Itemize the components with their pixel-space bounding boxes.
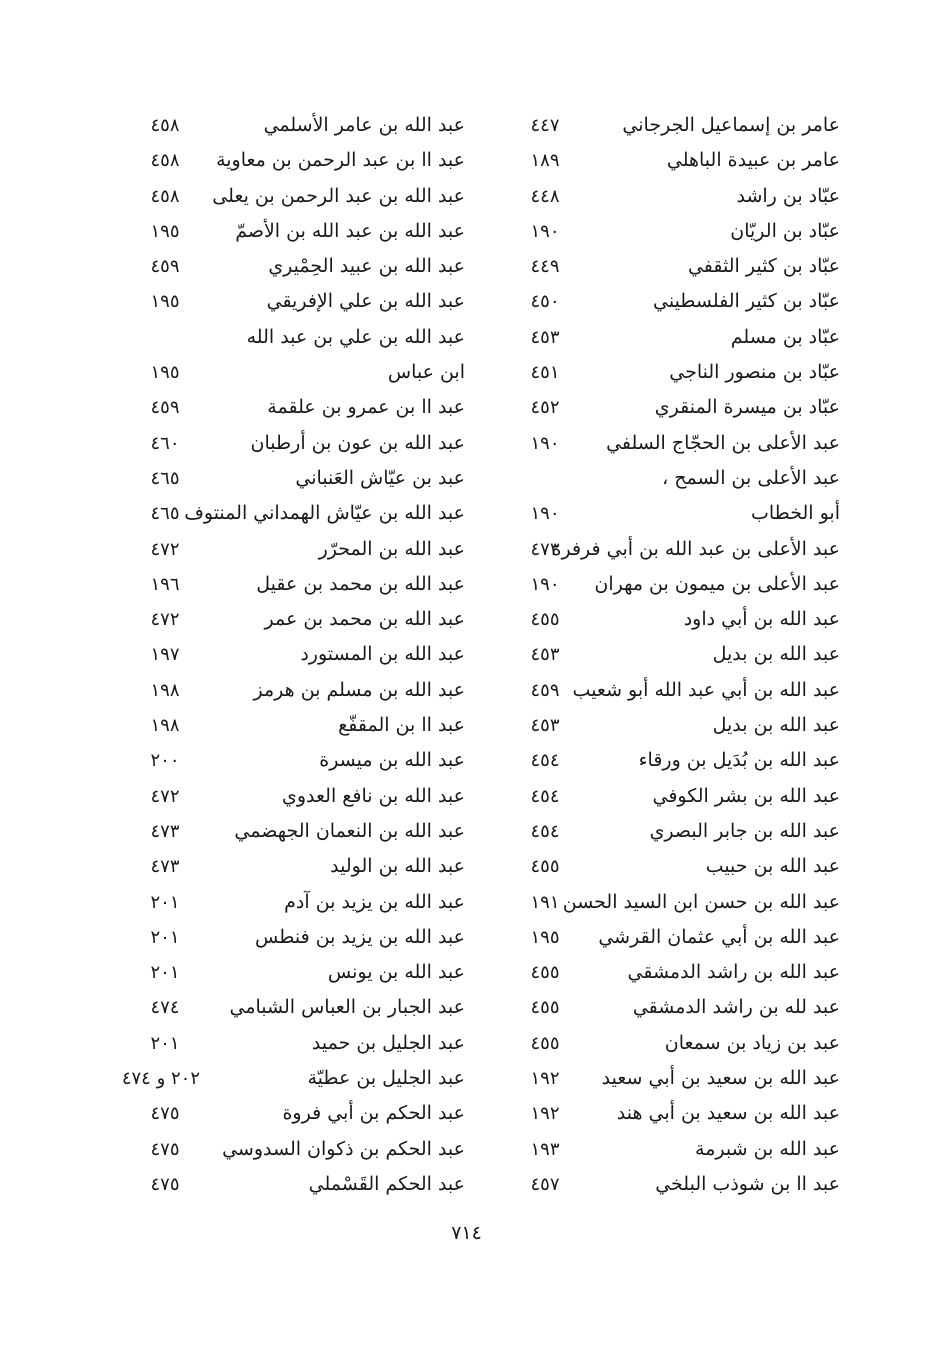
index-entry xyxy=(510,990,840,1025)
index-entry xyxy=(510,390,840,425)
entry-pages: ١٩٨ xyxy=(150,715,180,737)
page-number: ٧١٤ xyxy=(451,1222,482,1244)
entry-pages: ٤٧٥ xyxy=(150,1173,180,1195)
entry-pages: ٤٧٥ xyxy=(150,1138,180,1160)
index-entry xyxy=(130,920,465,955)
entry-pages: ٤٦٥ xyxy=(150,503,180,525)
entry-pages: ٤٥٩ xyxy=(150,397,180,419)
entry-pages: ١٩٢ xyxy=(530,1103,560,1125)
entry-name: عبد الأعلى بن ميمون بن مهران xyxy=(594,572,840,595)
index-entry xyxy=(130,461,465,496)
index-column-right xyxy=(510,108,840,1202)
entry-name: عبد الله بن حسن ابن السيد الحسن xyxy=(562,890,840,913)
entry-pages: ٤٧٢ xyxy=(150,785,180,807)
entry-name: عبّاد بن راشد xyxy=(736,184,840,207)
entry-name: عبد الله بن عامر الأسلمي xyxy=(263,114,465,136)
entry-name: عبّاد بن مسلم xyxy=(730,325,840,348)
index-entry xyxy=(130,814,465,849)
entry-name: عبد اا بن المقفّع xyxy=(338,714,465,737)
index-entry xyxy=(510,143,840,178)
entry-pages: ٤٥٣ xyxy=(530,715,560,737)
entry-name: عبد الله بن بديل xyxy=(712,643,840,666)
entry-pages: ٤٦٥ xyxy=(150,467,180,489)
entry-name: عبد الله بن بديل xyxy=(712,714,840,737)
entry-name: عبد الله بن علي بن عبد الله xyxy=(246,325,465,348)
entry-name: عبد الله بن عبد الرحمن بن يعلى xyxy=(212,184,465,207)
entry-name: عبد الله بن المحرّر xyxy=(318,537,465,560)
index-entry xyxy=(130,284,465,319)
index-entry xyxy=(510,885,840,920)
index-entry xyxy=(510,1026,840,1061)
entry-pages: ١٩٠ xyxy=(530,432,560,454)
entry-name: عبد اا بن عمرو بن علقمة xyxy=(267,396,465,419)
entry-pages: ٤٤٩ xyxy=(530,256,560,278)
index-entry xyxy=(130,885,465,920)
entry-name: عبّاد بن كثير الفلسطيني xyxy=(653,290,840,313)
index-entry xyxy=(130,355,465,390)
index-entry xyxy=(510,284,840,319)
index-entry xyxy=(510,637,840,672)
entry-pages: ٤٥٥ xyxy=(530,1032,560,1054)
entry-pages: ١٨٩ xyxy=(530,150,560,172)
entry-name: عبد الله بن ميسرة xyxy=(319,749,465,772)
index-entry xyxy=(510,920,840,955)
entry-name: عبد الله بن يزيد بن فنطس xyxy=(255,925,465,948)
entry-name: عبد بن عيّاش العَنباني xyxy=(295,466,465,489)
entry-name: عبد الله بن المستورد xyxy=(300,643,465,666)
index-entry xyxy=(130,1026,465,1061)
entry-pages: ٤٤٨ xyxy=(530,185,560,207)
entry-pages: ٤٥٧ xyxy=(530,1173,560,1195)
index-entry xyxy=(130,532,465,567)
entry-name: عبد الله بن حبيب xyxy=(705,855,840,878)
entry-name: ابن عباس xyxy=(387,361,465,384)
entry-pages: ٢٠٠ xyxy=(150,750,180,772)
entry-name: عبد الحكم بن ذكوان السدوسي xyxy=(222,1137,465,1160)
entry-pages: ٤٥٥ xyxy=(530,962,560,984)
index-entry xyxy=(130,673,465,708)
entry-pages: ٤٥٩ xyxy=(530,679,560,701)
entry-pages: ٤٥٨ xyxy=(150,150,180,172)
index-entry xyxy=(510,179,840,214)
entry-name: عبد الأعلى بن الحجّاج السلفي xyxy=(606,431,840,454)
index-entry xyxy=(130,955,465,990)
entry-pages: ١٩٠ xyxy=(530,220,560,242)
entry-name: عبّاد بن ميسرة المنقري xyxy=(654,396,840,419)
index-entry xyxy=(130,214,465,249)
entry-pages: ٤٥٠ xyxy=(530,291,560,313)
entry-pages: ١٩٦ xyxy=(150,573,180,595)
entry-name: عبد اا بن شوذب البلخي xyxy=(655,1172,840,1195)
index-entry xyxy=(510,355,840,390)
entry-name: عبد الجليل بن حميد xyxy=(311,1031,465,1054)
entry-name: عبد الله بن مسلم بن هرمز xyxy=(253,678,465,701)
entry-pages: ١٩٨ xyxy=(150,679,180,701)
entry-name: أبو الخطاب xyxy=(750,502,840,525)
entry-name: عبد الله بن أبي داود xyxy=(683,608,840,631)
index-entry xyxy=(510,849,840,884)
entry-pages: ١٩٠ xyxy=(530,503,560,525)
index-entry xyxy=(510,1132,840,1167)
entry-pages: ٤٧٣ xyxy=(150,820,180,842)
index-entry xyxy=(510,673,840,708)
index-entry xyxy=(130,1096,465,1131)
entry-name: عبد بن زياد بن سمعان xyxy=(664,1031,840,1054)
entry-pages: ١٩٢ xyxy=(530,1068,560,1090)
index-entry xyxy=(510,779,840,814)
entry-name: عبد الله بن يونس xyxy=(327,961,465,984)
entry-pages: ٤٥٤ xyxy=(530,785,560,807)
entry-name: عبد الله بن أبي عبد الله أبو شعيب xyxy=(572,678,840,701)
index-entry xyxy=(130,849,465,884)
entry-pages: ٤٥٥ xyxy=(530,609,560,631)
entry-name: عبد الله بن علي الإفريقي xyxy=(266,290,465,313)
entry-name: عبد الله بن محمد بن عمر xyxy=(264,608,465,631)
entry-name: عبد الله بن نافع العدوي xyxy=(281,784,465,807)
entry-name: عبد الحكم بن أبي فروة xyxy=(282,1102,465,1125)
entry-pages: ٤٥٣ xyxy=(530,326,560,348)
index-entry xyxy=(130,1167,465,1202)
index-entry xyxy=(130,708,465,743)
entry-name: عبد الله بن بشر الكوفي xyxy=(652,784,840,807)
entry-pages: ٢٠١ xyxy=(150,962,180,984)
entry-pages: ٤٥١ xyxy=(530,362,560,384)
entry-name: عبد الله بن راشد الدمشقي xyxy=(627,961,840,984)
entry-name: عبد الله بن عبد الله بن الأصمّ xyxy=(235,219,465,242)
entry-pages: ٢٠١ xyxy=(150,891,180,913)
index-entry xyxy=(510,461,840,496)
entry-pages: ١٩٥ xyxy=(150,291,180,313)
index-entry xyxy=(130,426,465,461)
entry-name: عبد الله بن النعمان الجهضمي xyxy=(234,819,465,842)
index-entry xyxy=(130,108,465,143)
index-entry xyxy=(130,602,465,637)
entry-pages: ٤٧٢ xyxy=(150,538,180,560)
index-entry xyxy=(510,249,840,284)
entry-name: عبد الله بن بُدَيل بن ورقاء xyxy=(638,749,840,772)
index-entry xyxy=(510,320,840,355)
index-entry xyxy=(130,179,465,214)
entry-name: عبد لله بن راشد الدمشقي xyxy=(632,996,840,1019)
entry-pages: ١٩٥ xyxy=(150,362,180,384)
entry-name: عبد الحكم القَسْملي xyxy=(308,1172,465,1195)
entry-name: عبد اا بن عبد الرحمن بن معاوية xyxy=(216,149,465,172)
entry-name: عبد الله بن شبرمة xyxy=(695,1137,840,1160)
index-entry xyxy=(130,496,465,531)
entry-pages: ١٩٥ xyxy=(530,926,560,948)
entry-name: عبّاد بن كثير الثقفي xyxy=(687,255,840,278)
index-entry xyxy=(510,1167,840,1202)
entry-pages: ١٩٧ xyxy=(150,644,180,666)
entry-name: عبد الله بن يزيد بن آدم xyxy=(284,890,465,913)
entry-name: عبد الله بن سعيد بن أبي سعيد xyxy=(601,1067,840,1090)
entry-name: عبد الجبار بن العباس الشبامي xyxy=(229,996,465,1019)
entry-pages: ٤٧٥ xyxy=(150,1103,180,1125)
index-entry xyxy=(510,1061,840,1096)
index-entry xyxy=(510,214,840,249)
index-entry xyxy=(510,1096,840,1131)
entry-name: عبّاد بن منصور الناجي xyxy=(669,361,840,384)
entry-name: عبد الله بن عون بن أرطبان xyxy=(250,431,465,454)
entry-name: عبد الله بن سعيد بن أبي هند xyxy=(616,1102,840,1125)
entry-pages: ٤٧٤ xyxy=(150,997,180,1019)
index-entry xyxy=(510,708,840,743)
index-entry xyxy=(130,249,465,284)
entry-pages: ٤٧٢ xyxy=(150,609,180,631)
index-column-left xyxy=(121,108,465,1202)
entry-name: عبد الله بن محمد بن عقيل xyxy=(256,572,465,595)
index-entry xyxy=(130,743,465,778)
index-entry xyxy=(130,143,465,178)
index-entry xyxy=(130,637,465,672)
index-entry xyxy=(510,532,840,567)
entry-name: عامر بن إسماعيل الجرجاني xyxy=(622,114,840,136)
index-entry xyxy=(510,426,840,461)
entry-pages: ١٩٠ xyxy=(530,573,560,595)
entry-name: عبد الله بن أبي عثمان القرشي xyxy=(598,925,840,948)
entry-pages: ٤٥٨ xyxy=(150,185,180,207)
entry-pages: ٤٧٣ xyxy=(530,538,560,560)
entry-pages: ١٩٣ xyxy=(530,1138,560,1160)
index-entry xyxy=(510,955,840,990)
entry-pages: ٤٧٣ xyxy=(150,856,180,878)
entry-name: عبد الجليل بن عطيّة xyxy=(307,1067,465,1090)
entry-pages: ٤٥٥ xyxy=(530,856,560,878)
entry-name: عبد الله بن الوليد xyxy=(330,855,465,878)
entry-pages: ٢٠١ xyxy=(150,1032,180,1054)
entry-pages: ٤٥٥ xyxy=(530,997,560,1019)
index-entry xyxy=(510,602,840,637)
index-entry xyxy=(130,567,465,602)
entry-pages: ٢٠١ xyxy=(150,926,180,948)
index-entry xyxy=(121,1061,465,1096)
entry-name: عبد الأعلى بن عبد الله بن أبي فرفرة xyxy=(551,537,840,560)
index-entry xyxy=(130,990,465,1025)
entry-name: عبد الله بن جابر البصري xyxy=(649,819,840,842)
entry-pages: ٤٥٣ xyxy=(530,644,560,666)
index-entry xyxy=(510,743,840,778)
entry-pages: ٤٥٩ xyxy=(150,256,180,278)
entry-pages: ٢٠٢ و ٤٧٤ xyxy=(121,1068,200,1090)
index-entry xyxy=(130,390,465,425)
entry-pages: ١٩١ xyxy=(530,891,560,913)
entry-name: عبد الله بن عبيد الحِمْيري xyxy=(268,255,465,278)
index-entry xyxy=(130,779,465,814)
index-entry xyxy=(130,1132,465,1167)
index-entry xyxy=(510,814,840,849)
entry-name: عبد الله بن عيّاش الهمداني المنتوف xyxy=(184,502,465,525)
entry-pages: ٤٥٤ xyxy=(530,820,560,842)
entry-pages: ٤٥٨ xyxy=(150,115,180,136)
index-entry xyxy=(510,567,840,602)
entry-pages: ٤٤٧ xyxy=(530,115,560,136)
entry-pages: ٤٦٠ xyxy=(150,432,180,454)
entry-name: عبد الأعلى بن السمح ، xyxy=(662,466,840,489)
index-entry xyxy=(130,320,465,355)
index-entry xyxy=(510,496,840,531)
index-entry xyxy=(510,108,840,143)
entry-name: عبّاد بن الريّان xyxy=(730,219,840,242)
entry-pages: ١٩٥ xyxy=(150,220,180,242)
entry-pages: ٤٥٤ xyxy=(530,750,560,772)
entry-name: عامر بن عبيدة الباهلي xyxy=(666,149,840,172)
entry-pages: ٤٥٢ xyxy=(530,397,560,419)
